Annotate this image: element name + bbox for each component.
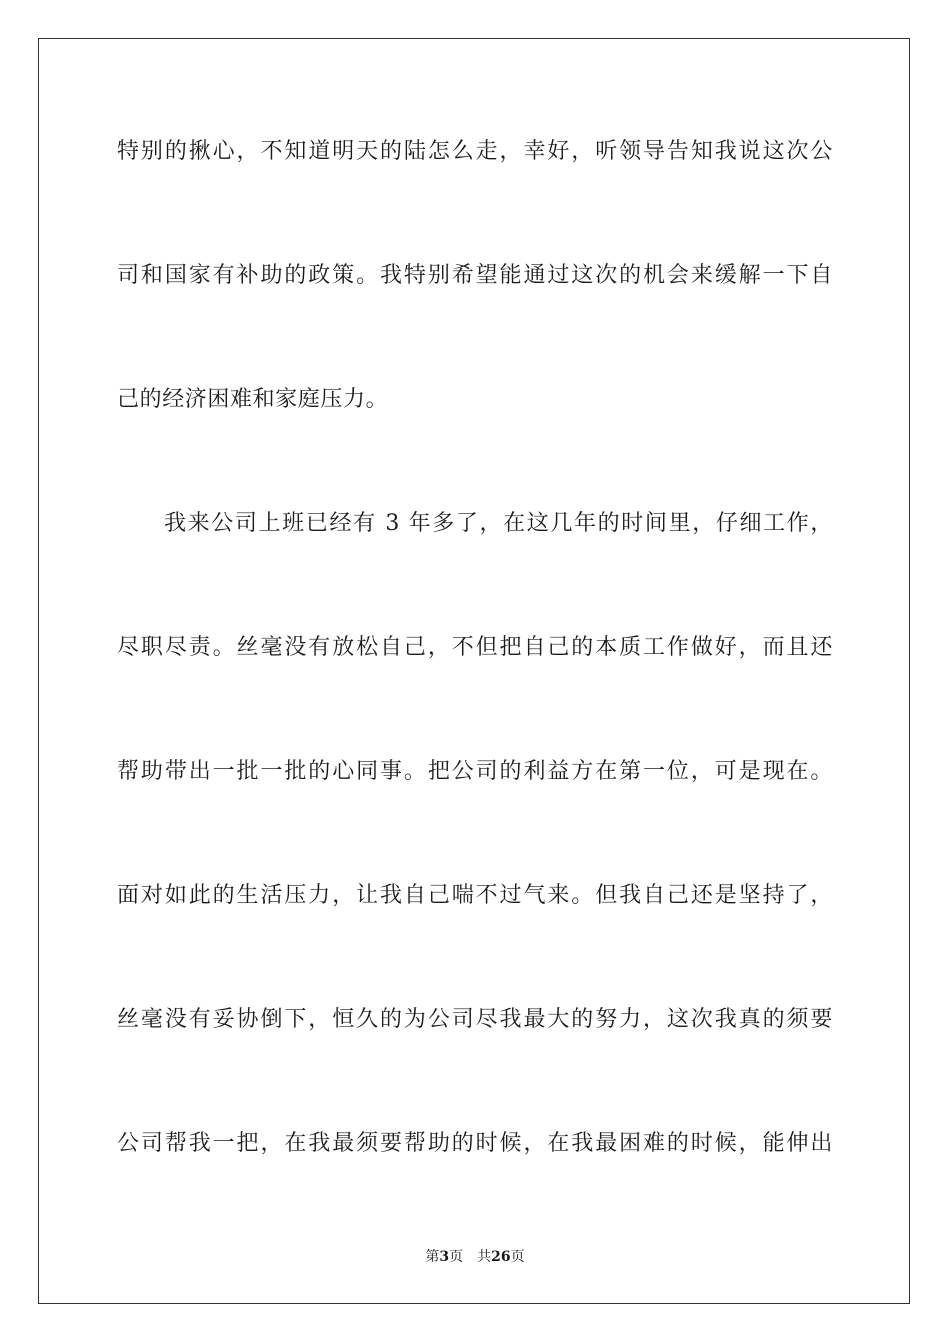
total-pages: 26 — [491, 1249, 511, 1265]
page-prefix: 第 — [425, 1249, 440, 1265]
body-text-line: 我来公司上班已经有 3 年多了，在这几年的时间里，仔细工作， — [164, 511, 833, 536]
body-text-line: 帮助带出一批一批的心同事。把公司的利益方在第一位，可是现在。 — [117, 759, 833, 784]
body-text-line: 尽职尽责。丝毫没有放松自己，不但把自己的本质工作做好，而且还 — [117, 635, 833, 660]
body-text-line: 司和国家有补助的政策。我特别希望能通过这次的机会来缓解一下自 — [117, 263, 833, 288]
body-text-line: 己的经济困难和家庭压力。 — [117, 387, 389, 412]
body-text-line: 丝毫没有妥协倒下，恒久的为公司尽我最大的努力，这次我真的须要 — [117, 1007, 833, 1032]
page-footer — [0, 1248, 950, 1266]
page-suffix: 页 — [449, 1249, 464, 1265]
body-text-line: 特别的揪心，不知道明天的陆怎么走，幸好，听领导告知我说这次公 — [117, 139, 833, 164]
page-number: 3 — [439, 1249, 450, 1265]
page-border — [38, 38, 910, 1304]
total-prefix: 共 — [477, 1249, 492, 1265]
body-text-line: 公司帮我一把，在我最须要帮助的时候，在我最困难的时候，能伸出 — [117, 1131, 833, 1156]
total-suffix: 页 — [510, 1249, 525, 1265]
body-text-line: 面对如此的生活压力，让我自己喘不过气来。但我自己还是坚持了， — [117, 883, 833, 908]
